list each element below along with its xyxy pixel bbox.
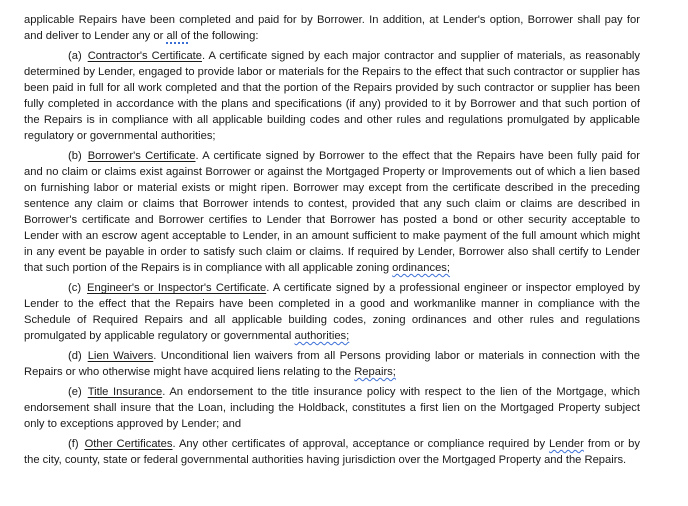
clause-c-tail: authorities;: [294, 330, 350, 342]
intro-text-b: all of: [166, 30, 191, 42]
clause-b-tail: ordinances;: [392, 262, 450, 274]
clause-b-text: . A certificate signed by Borrower to the effect that the Repairs have been fully paid for and no claim or claims exist against Borrower or against the Mortgaged Property or Improvements out of which a lien based on furnishing labor or material exists or might ripen. Borrower may except from the certificate described in the preceding sentence any claim or claims that Borrower intends to contest, provided that any such claim or claims are described in Borrower's certificate and Borrower certifies to Lender that Borrower has posted a bond or other security acceptable to Lender with an escrow agent acceptable to Lender, in an amount sufficient to make payment of the full amount which might in any event be payable in order to satisfy such claim or claims. If required by Lender, Borrower also shall certify to Lender that such portion of the Repairs is in compliance with all applicable zoning: [24, 150, 640, 274]
clause-a-text: . A certificate signed by each major contractor and supplier of materials, as reasonably determined by Lender, engaged to provide labor or materials for the Repairs to the effect that such contractor or supplier has been paid in full for all work completed and that the portion of the Repairs provided by such contractor or supplier has been fully completed in accordance with the plans and specifications (if any) provided to it by Borrower and that such portion of the Repairs is in compliance with all applicable building codes and other rules and regulations promulgated by applicable regulatory or governmental authorities;: [24, 50, 640, 142]
clause-d-label: (d): [68, 350, 82, 362]
intro-paragraph: [24, 12, 640, 44]
clause-f-text2: from or by the city, county, state or federal governmental authorities having jurisdiction over the Mortgaged Property and the Repairs.: [24, 438, 640, 466]
clause-e-label: (e): [68, 386, 82, 398]
document-page: [24, 12, 640, 472]
clause-e-text: . An endorsement to the title insurance policy with respect to the lien of the Mortgage, which endorsement shall insure that the Loan, including the Holdback, constitutes a first lien on the Mortgaged Property subject only to exceptions approved by Lender; and: [24, 386, 640, 430]
clause-e: [24, 384, 640, 432]
clause-f-label: (f): [68, 438, 79, 450]
clause-d: [24, 348, 640, 380]
clause-f-mid: Lender: [549, 438, 584, 450]
clause-a-label: (a): [68, 50, 82, 62]
clause-a: [24, 48, 640, 144]
clause-f: [24, 436, 640, 468]
clause-c-label: (c): [68, 282, 82, 294]
clause-d-tail: Repairs;: [354, 366, 396, 378]
clause-b-label: (b): [68, 150, 82, 162]
clause-f-heading: Other Certificates: [84, 438, 173, 450]
clause-b-heading: Borrower's Certificate: [87, 150, 196, 162]
clause-c: [24, 280, 640, 344]
clause-d-text: . Unconditional lien waivers from all Persons providing labor or materials in connection with the Repairs or who otherwise might have acquired liens relating to the: [24, 350, 640, 378]
clause-c-heading: Engineer's or Inspector's Certificate: [87, 282, 267, 294]
clause-c-text: . A certificate signed by a professional engineer or inspector employed by Lender to the effect that the Repairs have been completed in a good and workmanlike manner in compliance with the Schedule of Required Repairs and all applicable building codes, zoning ordinances and other rules and regulations promulgated by applicable regulatory or governmental: [24, 282, 640, 342]
clause-d-heading: Lien Waivers: [87, 350, 154, 362]
intro-text-a: applicable Repairs have been completed and paid for by Borrower. In addition, at Lender's option, Borrower shall pay for and deliver to Lender any or: [24, 14, 640, 42]
clause-a-heading: Contractor's Certificate: [87, 50, 202, 62]
clause-b: [24, 148, 640, 276]
intro-text-c: the following:: [190, 30, 259, 42]
clause-e-heading: Title Insurance: [87, 386, 163, 398]
clause-f-text: . Any other certificates of approval, acceptance or compliance required by: [172, 438, 550, 450]
